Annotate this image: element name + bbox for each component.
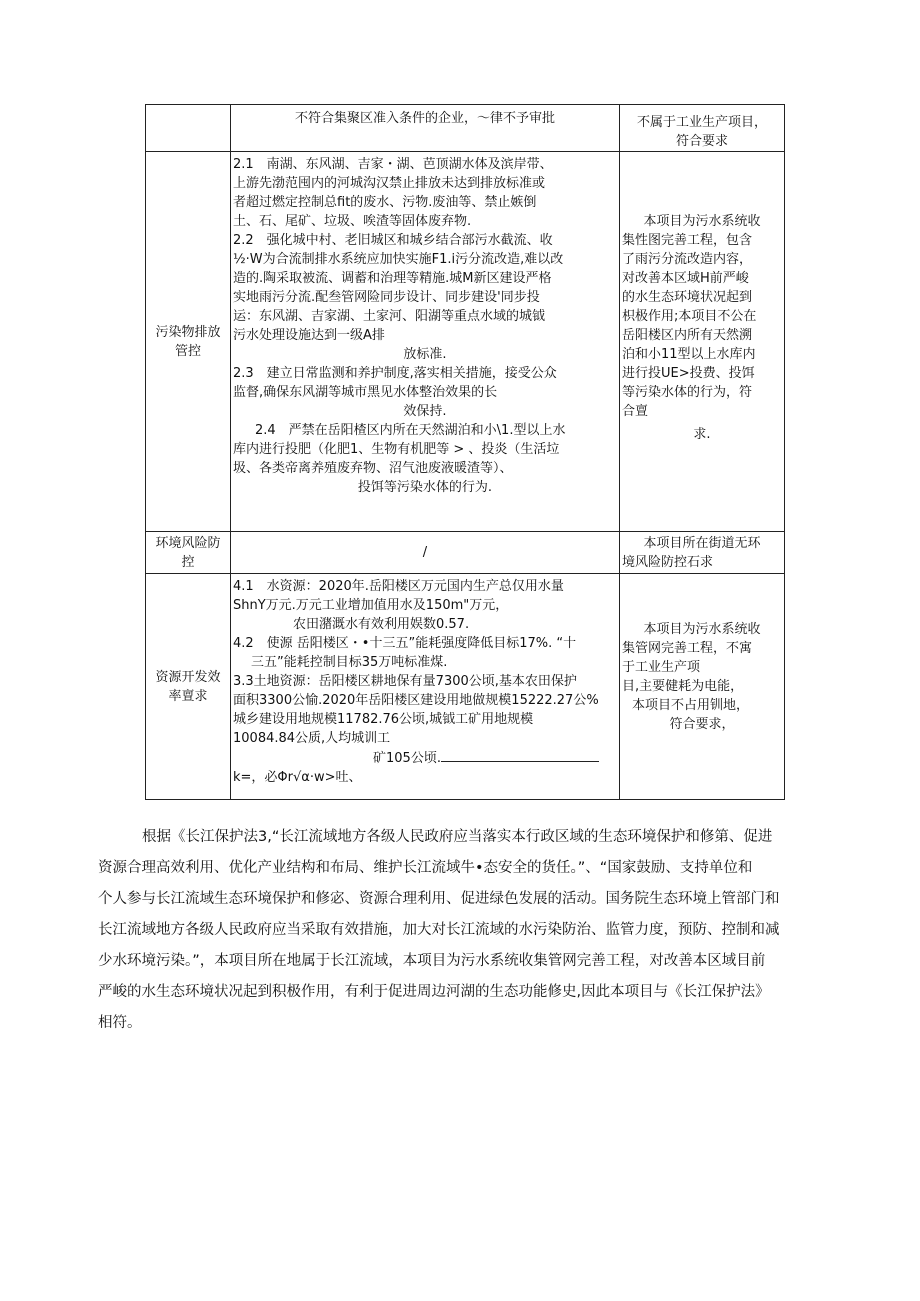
result-line: 集性图完善工程，包含: [622, 233, 753, 248]
result-line: 了雨污分流改造内容，: [622, 252, 753, 267]
row-label: [146, 574, 231, 800]
content-text: 矿105公顷.: [373, 751, 441, 766]
result-line: 符合要求: [675, 134, 728, 149]
content-line: 农田潴溉水有效利用娱数0.57.: [293, 617, 470, 632]
content-line: 效保持.: [403, 404, 447, 419]
result-line: 进行投UE>投费、投饵: [622, 366, 755, 381]
result-line: 本项目为污水系统收: [643, 214, 761, 229]
label-line: 污染物排放: [155, 324, 221, 340]
label-line: 率亶求: [168, 688, 208, 704]
content-line: k=，必Φr√α·w>吐、: [233, 770, 362, 785]
content-line: 造的.陶采取被流、调蓄和治理等精施.城M新区建设严格: [233, 271, 552, 286]
result-line: 对改善本区域H前严峻: [622, 271, 749, 286]
content-line: 2.3 建立日常监测和养护制度,落实相关措施，接受公众: [233, 366, 557, 381]
content-line: [233, 748, 617, 768]
table-row: [146, 574, 785, 800]
row-content: [231, 152, 620, 532]
row-content: [231, 532, 620, 574]
paragraph-line: 根据《长江保护法3,“长江流域地方各级人民政府应当落实本行政区域的生态环境保护和修第、促进: [142, 829, 773, 845]
content-line: 监督,确保东风湖等城市黑见水体整治效果的长: [233, 385, 498, 400]
paragraph-line: 少水环境污染。”，本项目所在地属于长江流域，本项目为污水系统收集管网完善工程，对改善本区域目前: [98, 953, 766, 969]
content-line: 2.4 严禁在岳阳楂区内所在天然湖泊和小\1.型以上水: [255, 423, 566, 438]
result-line: 本项目为污水系统收: [643, 622, 761, 637]
label-line: 管控: [174, 343, 201, 359]
content-line: 库内进行投肥（化肥1、生物有机肥等 > 、投炎（生活垃: [233, 442, 560, 457]
row-result: [620, 105, 785, 152]
row-result: [620, 574, 785, 800]
content-line: 4.2 使源 岳阳楼区・•十三五”能耗强度降低目标17%. “十: [233, 636, 577, 651]
content-line: 者超过燃定控制总fit的废水、污物.废油等、禁止嫉倒: [233, 195, 537, 210]
result-line: 等污染水体的行为，符: [622, 385, 753, 400]
content-line: 实地雨污分流.配叁管网险同步设计、同步建设'同步投: [233, 290, 540, 305]
content-line: 投饵等污染水体的行为.: [357, 480, 493, 495]
result-line: 枳极作用;本项目不公在: [622, 309, 757, 324]
label-line: 控: [181, 554, 195, 570]
paragraph-line: 个人参与长江流域生态环境保护和修宓、资源合理利用、促进绿色发展的活动。国务院生态环境上管部门和: [98, 891, 780, 907]
row-label: [146, 532, 231, 574]
content-line: 2.1 南湖、东风湖、吉家・湖、芭顶湖水体及滨岸带、: [233, 157, 553, 172]
content-line: 污水处理设施达到一级A排: [233, 328, 385, 343]
content-line: ShnY万元.万元工业增加值用水及150m"万元，: [233, 598, 509, 613]
content-line: 运：东风湖、吉家湖、土家河、阳湖等重点水域的城钺: [233, 309, 546, 324]
result-line: 求.: [693, 427, 711, 442]
content-line: 2.2 强化城中村、老旧城区和城乡结合部污水截流、收: [233, 233, 553, 248]
paragraph-line: 严峻的水生态环境状况起到积极作用，有利于促进周边河湖的生态功能修史,因此本项目与《长江保护法》: [98, 984, 770, 1000]
paragraph-line: 相符。: [98, 1015, 142, 1031]
content-line: 不符合集聚区准入条件的企业，〜律不予审批: [294, 111, 555, 126]
content-line: 10084.84公质,人均城训工: [233, 731, 391, 746]
content-line: 4.1 水资源：2020年.岳阳楼区万元国内生产总仅用水量: [233, 579, 564, 594]
result-line: 岳阳楼区内所有天然溯: [622, 328, 753, 343]
content-line: 土、石、尾矿、垃圾、唉渣等固体废弃物.: [233, 214, 472, 229]
paragraph-line: 资源合理高效利用、优化产业结构和布局、维护长江流域牛•态安全的货任。”、“国家鼓励、支持单位和: [98, 860, 753, 876]
row-content: [231, 574, 620, 800]
row-label: [146, 105, 231, 152]
table-row: [146, 152, 785, 532]
result-line: 泊和小11型以上水库内: [622, 347, 756, 362]
content-line: 三五”能耗控制目标35万吨标准煤.: [251, 655, 448, 670]
content-line: /: [422, 545, 428, 560]
result-line: 不属于工业生产项目，: [636, 115, 767, 130]
row-result: [620, 532, 785, 574]
underline-rule: [441, 748, 599, 762]
paragraph-line: 长江流域地方各级人民政府应当采取有效措施，加大对长江流域的水污染防治、监管力度，预防、控制和减: [98, 922, 780, 938]
row-content: [231, 105, 620, 152]
result-line: 的水生态环境状况起到: [622, 290, 753, 305]
result-line: 本项目不占用钏地，: [632, 698, 750, 713]
table-row: [146, 532, 785, 574]
result-line: 符合要求，: [669, 717, 735, 732]
content-line: 面积3300公愉.2020年岳阳楼区建设用地做规模15222.27公%: [233, 693, 599, 708]
row-label: [146, 152, 231, 532]
result-line: 于工业生产项: [622, 660, 701, 675]
label-line: 资源开发效: [155, 669, 221, 685]
row-result: [620, 152, 785, 532]
compliance-table: [145, 104, 785, 800]
body-paragraph: [98, 822, 828, 1039]
content-line: 城乡建设用地规模11782.76公顷,城钺工矿用地规模: [233, 712, 534, 727]
content-line: 圾、各类帝离养殖废弃物、沼气池废液暖渣等）、: [233, 461, 513, 476]
result-line: 集管网完善工程，不寓: [622, 641, 753, 656]
content-line: ½·W为合流制排水系统应加快实施F1.i污分流改造,难以改: [233, 252, 564, 267]
result-line: 合亶: [622, 404, 649, 419]
label-line: 环境风险防: [155, 535, 221, 551]
result-line: 目,主要健耗为电能，: [622, 679, 744, 694]
result-line: 本项目所在街道无环: [643, 535, 761, 551]
table-row: [146, 105, 785, 152]
content-line: 3.3土地资源：岳阳楼区耕地保有量7300公顷,基本农田保护: [233, 674, 577, 689]
result-line: 境风险防控石求: [622, 554, 714, 570]
content-line: 放标准.: [403, 347, 447, 362]
content-line: 上游先渤范囤内的河城沟汉禁止排放未达到排放标准或: [233, 176, 546, 191]
